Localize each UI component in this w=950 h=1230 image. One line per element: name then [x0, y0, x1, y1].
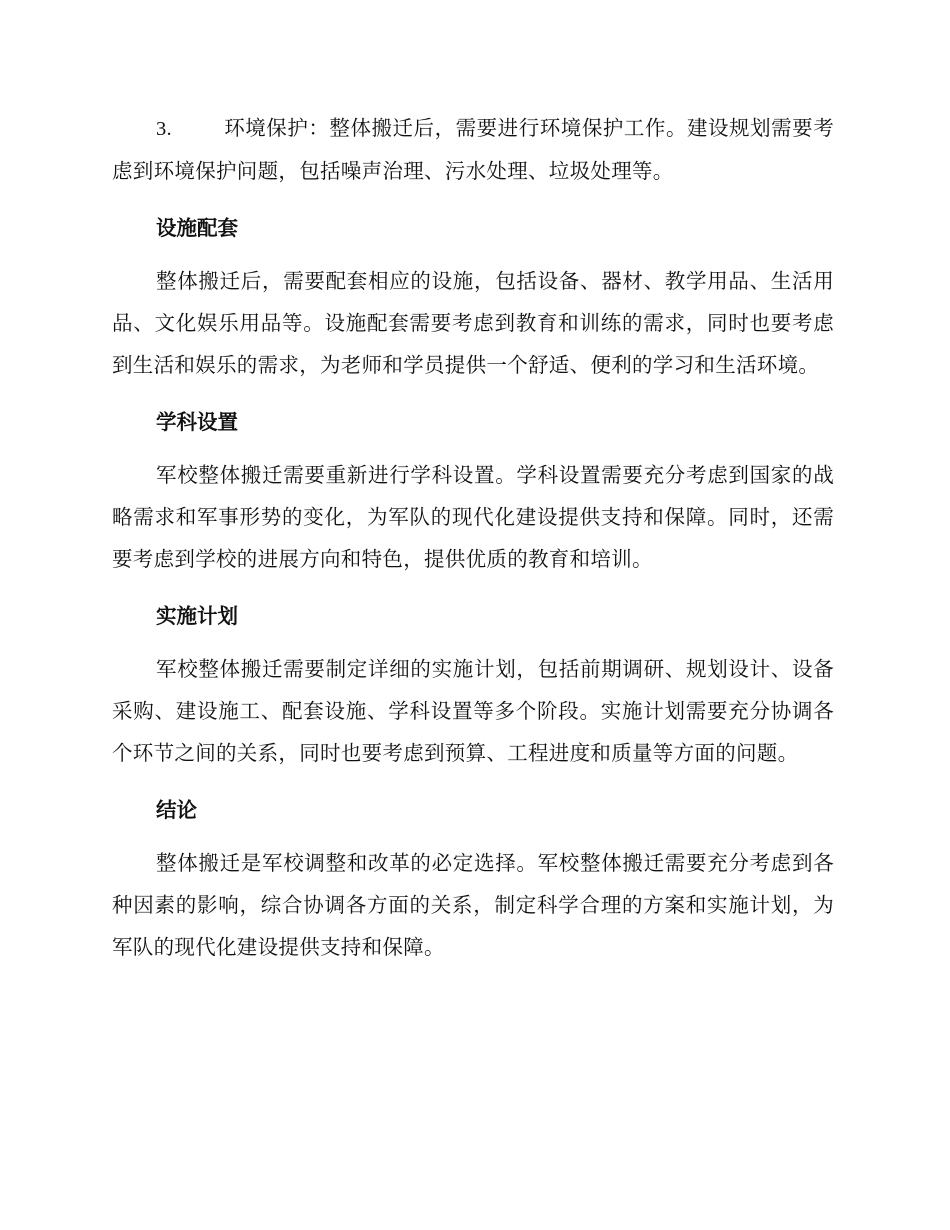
section-paragraph-disciplines: 军校整体搬迁需要重新进行学科设置。学科设置需要充分考虑到国家的战略需求和军事形势的变化，为军队的现代化建设提供支持和保障。同时，还需要考虑到学校的进展方向和特色，提供优质的教育和培训。 — [112, 463, 834, 571]
section-heading-facilities: 设施配套 — [156, 216, 238, 240]
section-heading-conclusion: 结论 — [156, 798, 197, 822]
list-item-text: 环境保护：整体搬迁后，需要进行环境保护工作。建设规划需要考虑到环境保护问题，包括噪声治理、污水处理、垃圾处理等。 — [112, 116, 834, 183]
list-number: 3. — [156, 118, 172, 140]
list-item-environment — [112, 107, 834, 192]
section-paragraph-conclusion: 整体搬迁是军校调整和改革的必定选择。军校整体搬迁需要充分考虑到各种因素的影响，综合协调各方面的关系，制定科学合理的方案和实施计划，为军队的现代化建设提供支持和保障。 — [112, 851, 834, 959]
section-heading-disciplines: 学科设置 — [156, 410, 238, 434]
section-paragraph-facilities: 整体搬迁后，需要配套相应的设施，包括设备、器材、教学用品、生活用品、文化娱乐用品等。设施配套需要考虑到教育和训练的需求，同时也要考虑到生活和娱乐的需求，为老师和学员提供一个舒适、便利的学习和生活环境。 — [112, 269, 834, 377]
section-paragraph-plan: 军校整体搬迁需要制定详细的实施计划，包括前期调研、规划设计、设备采购、建设施工、配套设施、学科设置等多个阶段。实施计划需要充分协调各个环节之间的关系，同时也要考虑到预算、工程进度和质量等方面的问题。 — [112, 657, 834, 765]
document-body — [112, 107, 834, 968]
section-heading-plan: 实施计划 — [156, 604, 238, 628]
